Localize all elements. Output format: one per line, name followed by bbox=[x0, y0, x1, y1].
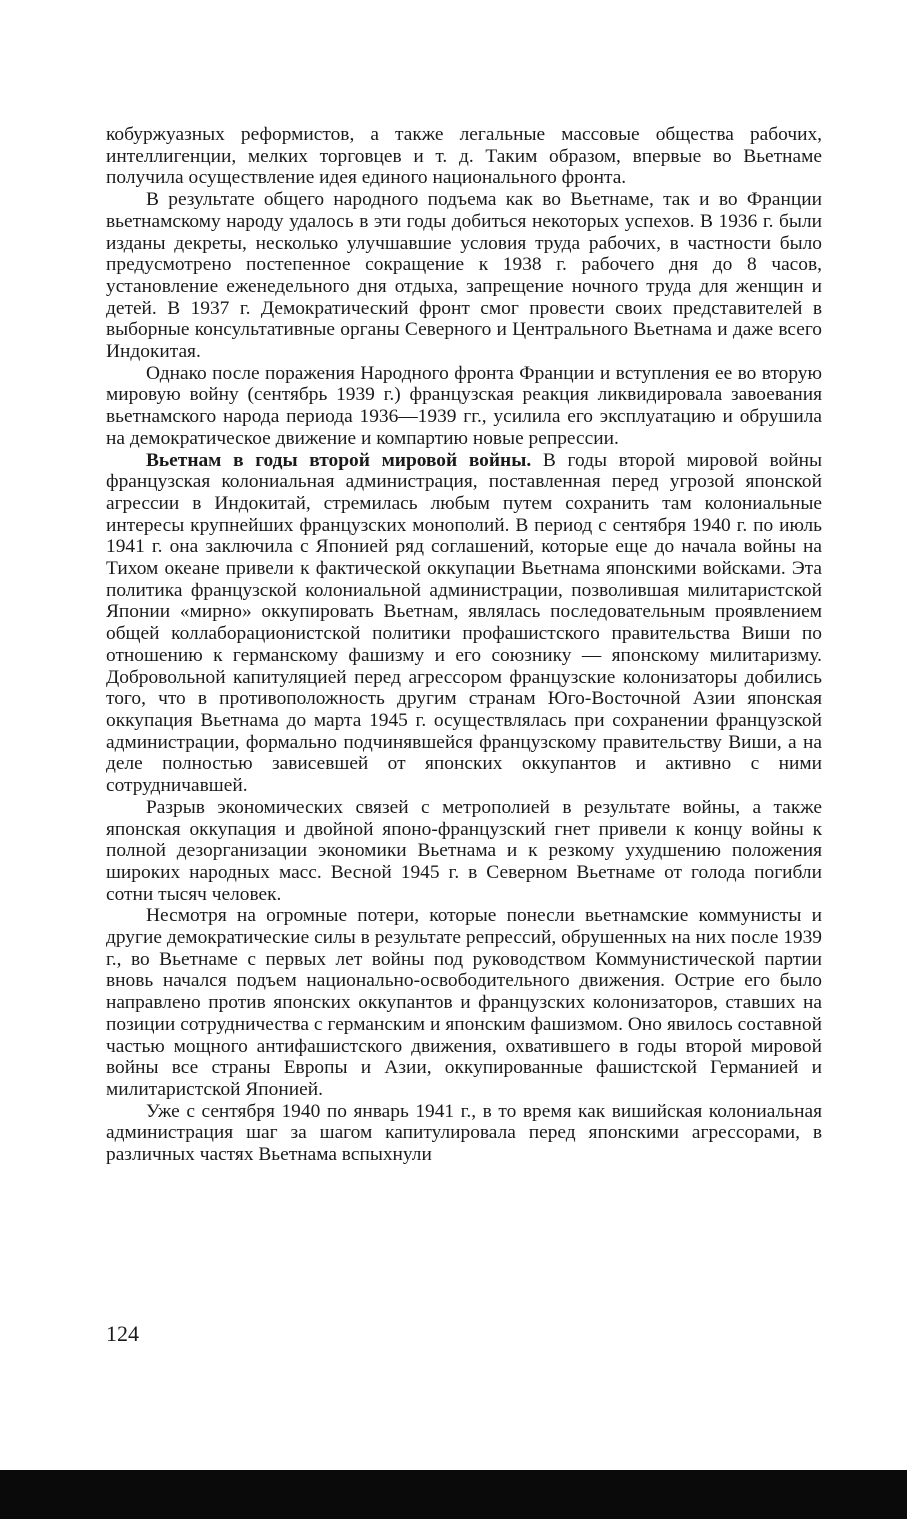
paragraph bbox=[106, 189, 822, 363]
paragraph-text: кобуржуазных реформистов, а также легальные массовые общества рабочих, интеллигенции, мелких торговцев и т. д. Таким образом, впервые во Вьетнаме получила осуществление идея единого национального фронта. bbox=[106, 124, 822, 189]
paragraph-text: В годы второй мировой войны французская колониальная администрация, поставленная перед угрозой японской агрессии в Индокитай, стремилась любым путем сохранить там колониальные интересы крупнейших французских монополий. В период с сентября 1940 г. по июль 1941 г. она заключила с Японией ряд соглашений, которые еще до начала войны на Тихом океане привели к фактической оккупации Вьетнама японскими войсками. Эта политика французской колониальной администрации, позволившая милитаристской Японии «мирно» оккупировать Вьетнам, являлась последовательным проявлением общей коллаборационистской политики профашистского правительства Виши по отношению к германскому фашизму и его союзнику — японскому милитаризму. Добровольной капитуляцией перед агрессором французские колонизаторы добились того, что в противоположность другим странам Юго-Восточной Азии японская оккупация Вьетнама до марта 1945 г. осуществлялась при сохранении французской администрации, формально подчинявшейся французскому правительству Виши, а на деле полностью зависевшей от японских оккупантов и активно с ними сотрудничавшей. bbox=[106, 449, 822, 797]
body-text bbox=[106, 124, 822, 1166]
scan-border bbox=[0, 1470, 907, 1519]
paragraph bbox=[106, 363, 822, 450]
paragraph bbox=[106, 1101, 822, 1166]
paragraph bbox=[106, 450, 822, 797]
section-heading: Вьетнам в годы второй мировой войны. bbox=[146, 449, 532, 471]
paragraph-text: Несмотря на огромные потери, которые понесли вьетнамские коммунисты и другие демократические силы в результате репрессий, обрушенных на них после 1939 г., во Вьетнаме с первых лет войны под руководством Коммунистической партии вновь начался подъем национально-освободительного движения. Острие его было направлено против японских оккупантов и французских колонизаторов, ставших на позиции сотрудничества с германским и японским фашизмом. Оно явилось составной частью мощного антифашистского движения, охватившего в годы второй мировой войны все страны Европы и Азии, оккупированные фашистской Германией и милитаристской Японией. bbox=[106, 905, 822, 1100]
paragraph bbox=[106, 124, 822, 189]
page-number: 124 bbox=[106, 1321, 139, 1346]
paragraph bbox=[106, 797, 822, 906]
paragraph-text: Однако после поражения Народного фронта Франции и вступления ее во вторую мировую войну (сентябрь 1939 г.) французская реакция ликвидировала завоевания вьетнамского народа периода 1936—1939 гг., усилила его эксплуатацию и обрушила на демократическое движение и компартию новые репрессии. bbox=[106, 362, 822, 449]
paragraph-text: В результате общего народного подъема как во Вьетнаме, так и во Франции вьетнамскому народу удалось в эти годы добиться некоторых успехов. В 1936 г. были изданы декреты, несколько улучшавшие условия труда рабочих, в частности было предусмотрено постепенное сокращение к 1938 г. рабочего дня до 8 часов, установление еженедельного дня отдыха, запрещение ночного труда для женщин и детей. В 1937 г. Демократический фронт смог провести своих представителей в выборные консультативные органы Северного и Центрального Вьетнама и даже всего Индокитая. bbox=[106, 189, 822, 363]
paragraph-text: Разрыв экономических связей с метрополией в результате войны, а также японская оккупация и двойной японо-французский гнет привели к концу войны к полной дезорганизации экономики Вьетнама и к резкому ухудшению положения широких народных масс. Весной 1945 г. в Северном Вьетнаме от голода погибли сотни тысяч человек. bbox=[106, 796, 822, 905]
paragraph bbox=[106, 905, 822, 1100]
paragraph-text: Уже с сентября 1940 по январь 1941 г., в то время как вишийская колониальная администрация шаг за шагом капитулировала перед японскими агрессорами, в различных частях Вьетнама вспыхнули bbox=[106, 1100, 822, 1166]
